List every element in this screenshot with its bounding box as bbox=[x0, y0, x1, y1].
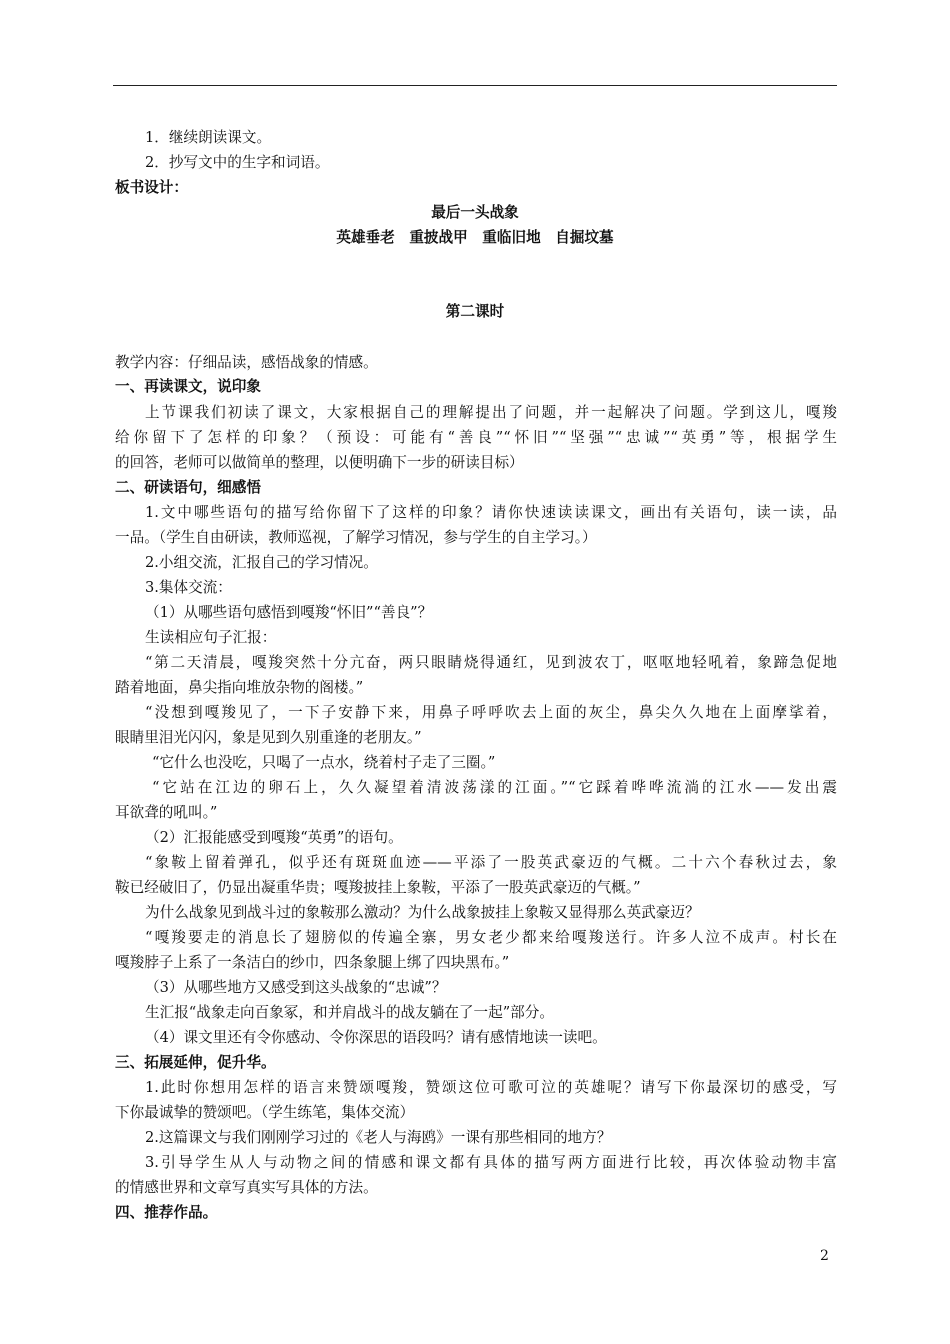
quote-line: “第二天清晨，嘎羧突然十分亢奋，两只眼睛烧得通红，见到波农丁，呕呕地轻吼着，象蹄急促地 bbox=[145, 654, 837, 671]
homework-item-1: 1．继续朗读课文。 bbox=[145, 129, 272, 146]
section-4-title: 四、推荐作品。 bbox=[115, 1204, 218, 1221]
quote-line: 踏着地面，鼻尖指向堆放杂物的阁楼。” bbox=[115, 679, 364, 696]
section-3-paragraph-line: 1.此时你想用怎样的语言来赞颂嘎羧，赞颂这位可歌可泣的英雄呢？请写下你最深切的感受，写 bbox=[145, 1079, 837, 1096]
quote-line: “它站在江边的卵石上，久久凝望着清波荡漾的江面。”“它踩着哗哗流淌的江水——发出震 bbox=[152, 779, 837, 796]
section-3-paragraph-line: 3.引导学生从人与动物之间的情感和课文都有具体的描写两方面进行比较，再次体验动物丰富 bbox=[145, 1154, 837, 1171]
section-3-paragraph-line: 下你最诚挚的赞颂吧。（学生练笔，集体交流） bbox=[115, 1104, 415, 1121]
section-2-paragraph: 3.集体交流： bbox=[145, 579, 232, 596]
section-3-paragraph-line: 的情感世界和文章写真实写具体的方法。 bbox=[115, 1179, 378, 1196]
quote-line: “它什么也没吃，只喝了一点水，绕着村子走了三圈。” bbox=[152, 754, 496, 771]
section-2-paragraph: 2.小组交流，汇报自己的学习情况。 bbox=[145, 554, 378, 571]
section-1-paragraph-line: 上节课我们初读了课文，大家根据自己的理解提出了问题，并一起解决了问题。学到这儿，嘎羧 bbox=[145, 404, 837, 421]
quote-line: 眼睛里泪光闪闪，象是见到久别重逢的老朋友。” bbox=[115, 729, 422, 746]
section-1-paragraph-line: 的回答，老师可以做简单的整理，以便明确下一步的研读目标） bbox=[115, 454, 524, 471]
section-2-title: 二、研读语句，细感悟 bbox=[115, 479, 261, 496]
section-2-paragraph-line: 1.文中哪些语句的描写给你留下了这样的印象？请你快速读读课文，画出有关语句，读一读，品 bbox=[145, 504, 837, 521]
header-rule bbox=[113, 85, 837, 86]
board-design-label: 板书设计： bbox=[115, 179, 188, 196]
homework-item-2: 2．抄写文中的生字和词语。 bbox=[145, 154, 330, 171]
section-2-paragraph-line: 一品。（学生自由研读，教师巡视，了解学习情况，参与学生的自主学习。） bbox=[115, 529, 597, 546]
section-3-title: 三、拓展延伸，促升华。 bbox=[115, 1054, 276, 1071]
question-3: （3）从哪些地方又感受到这头战象的“忠诚”？ bbox=[145, 979, 447, 996]
section-1-title: 一、再读课文，说印象 bbox=[115, 378, 261, 395]
board-subtitle: 英雄垂老 重披战甲 重临旧地 自掘坟墓 bbox=[336, 229, 614, 246]
question-3-answer: 生汇报“战象走向百象冢，和并肩战斗的战友躺在了一起”部分。 bbox=[145, 1004, 554, 1021]
quote-line: “没想到嘎羧见了，一下子安静下来，用鼻子呼呼吹去上面的灰尘，鼻尖久久地在上面摩挲着， bbox=[145, 704, 837, 721]
question-1-answer: 生读相应句子汇报： bbox=[145, 629, 277, 646]
section-1-paragraph-line: 给你留下了怎样的印象？（预设：可能有“善良”“怀旧”“坚强”“忠诚”“英勇”等，根据学生 bbox=[115, 429, 837, 446]
quote-line: “象鞍上留着弹孔，似乎还有斑斑血迹——平添了一股英武豪迈的气概。二十六个春秋过去，象 bbox=[145, 854, 837, 871]
section-3-paragraph: 2.这篇课文与我们刚刚学习过的《老人与海鸥》一课有那些相同的地方？ bbox=[145, 1129, 612, 1146]
quote-line: 耳欲聋的吼叫。” bbox=[115, 804, 218, 821]
quote-line: 嘎羧脖子上系了一条洁白的纱巾，四条象腿上绑了四块黑布。” bbox=[115, 954, 510, 971]
teaching-content: 教学内容：仔细品读，感悟战象的情感。 bbox=[115, 354, 378, 371]
quote-line: “嘎羧要走的消息长了翅膀似的传遍全寨，男女老少都来给嘎羧送行。许多人泣不成声。村长在 bbox=[145, 929, 837, 946]
lesson-title: 第二课时 bbox=[445, 303, 505, 320]
board-title: 最后一头战象 bbox=[431, 204, 519, 221]
question-4: （4）课文里还有令你感动、令你深思的语段吗？请有感情地读一读吧。 bbox=[145, 1029, 607, 1046]
question-2: （2）汇报能感受到嘎羧“英勇”的语句。 bbox=[145, 829, 403, 846]
question-2-followup: 为什么战象见到战斗过的象鞍那么激动？为什么战象披挂上象鞍又显得那么英武豪迈？ bbox=[145, 904, 700, 921]
page-number: 2 bbox=[820, 1248, 829, 1264]
question-1: （1）从哪些语句感悟到嘎羧“怀旧”“善良”？ bbox=[145, 604, 433, 621]
quote-line: 鞍已经破旧了，仍显出凝重华贵；嘎羧披挂上象鞍，平添了一股英武豪迈的气概。” bbox=[115, 879, 641, 896]
